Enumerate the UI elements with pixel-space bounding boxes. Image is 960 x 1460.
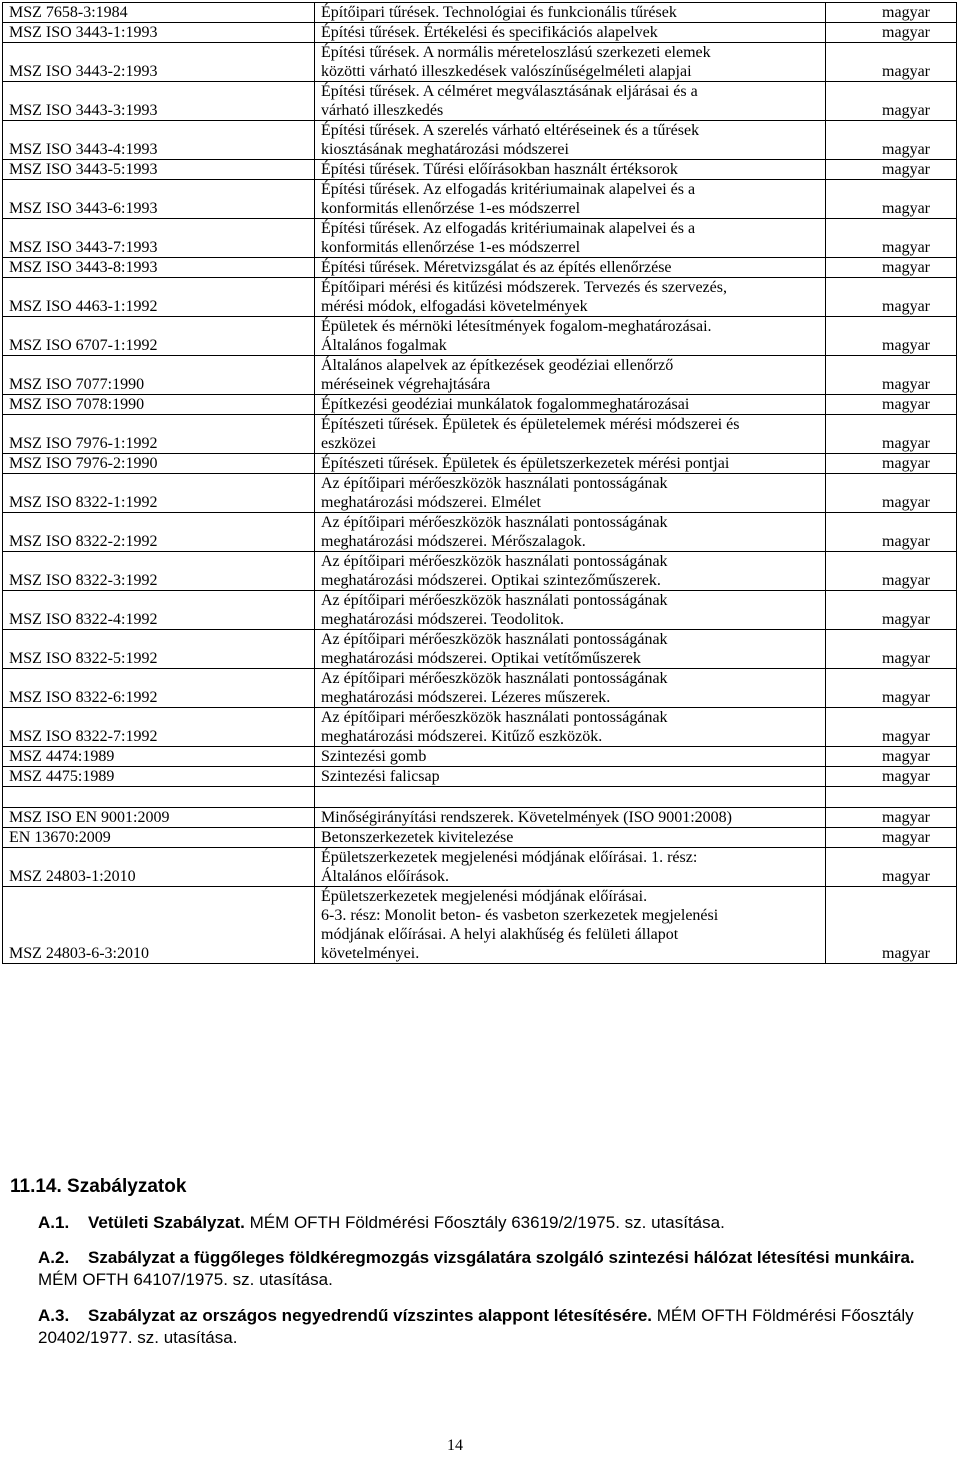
standard-code-cell: MSZ ISO 7077:1990 [3,356,315,395]
language-cell: magyar [826,415,957,454]
standard-title-cell: Építési tűrések. A normális méreteloszlású szerkezeti elemek közötti várható illeszkedések valószínűségelméleti alapjai [315,43,826,82]
table-row [3,848,957,887]
standard-code-cell: MSZ ISO 7976-2:1990 [3,454,315,474]
standard-code-cell: MSZ 24803-6-3:2010 [3,887,315,964]
standard-code-cell: MSZ ISO 8322-4:1992 [3,591,315,630]
standard-code-cell: MSZ ISO 7976-1:1992 [3,415,315,454]
table-row [3,160,957,180]
language-cell: magyar [826,160,957,180]
standard-title-cell: Az építőipari mérőeszközök használati pontosságának meghatározási módszerei. Optikai vetítőműszerek [315,630,826,669]
table-row [3,317,957,356]
standard-title-cell: Az építőipari mérőeszközök használati pontosságának meghatározási módszerei. Elmélet [315,474,826,513]
standard-title-cell: Általános alapelvek az építkezések geodéziai ellenőrző méréseinek végrehajtására [315,356,826,395]
table-row [3,258,957,278]
standard-title-cell: Építkezési geodéziai munkálatok fogalommeghatározásai [315,395,826,415]
standard-code-cell: MSZ ISO 3443-6:1993 [3,180,315,219]
language-cell: magyar [826,82,957,121]
standard-code-cell: MSZ ISO 3443-5:1993 [3,160,315,180]
language-cell: magyar [826,591,957,630]
language-cell: magyar [826,180,957,219]
table-row [3,669,957,708]
standard-title-cell: Építészeti tűrések. Épületek és épületszerkezetek mérési pontjai [315,454,826,474]
standard-code-cell: MSZ ISO 8322-1:1992 [3,474,315,513]
language-cell: magyar [826,552,957,591]
regulation-item [38,1212,938,1234]
table-row [3,356,957,395]
standard-code-cell [3,787,315,808]
standard-code-cell: MSZ ISO 3443-4:1993 [3,121,315,160]
language-cell: magyar [826,630,957,669]
language-cell: magyar [826,3,957,23]
standard-code-cell: MSZ 24803-1:2010 [3,848,315,887]
standard-title-cell: Az építőipari mérőeszközök használati pontosságának meghatározási módszerei. Kitűző eszközök. [315,708,826,747]
standard-title-cell: Épületek és mérnöki létesítmények fogalom-meghatározásai. Általános fogalmak [315,317,826,356]
standard-title-cell: Az építőipari mérőeszközök használati pontosságának meghatározási módszerei. Mérőszalagok. [315,513,826,552]
table-row [3,708,957,747]
table-row [3,808,957,828]
table-row [3,513,957,552]
section-heading: 11.14. Szabályzatok [10,1176,187,1197]
standard-code-cell: MSZ ISO 3443-3:1993 [3,82,315,121]
table-row [3,828,957,848]
standard-code-cell: MSZ 7658-3:1984 [3,3,315,23]
language-cell: magyar [826,747,957,767]
regulation-title: Szabályzat az országos negyedrendű vízszintes alappont létesítésére. [88,1306,653,1325]
table-row [3,3,957,23]
standard-code-cell: MSZ ISO 3443-8:1993 [3,258,315,278]
language-cell: magyar [826,317,957,356]
language-cell: magyar [826,474,957,513]
table-row [3,474,957,513]
standard-title-cell: Épületszerkezetek megjelenési módjának előírásai. 1. rész: Általános előírások. [315,848,826,887]
standard-title-cell: Épületszerkezetek megjelenési módjának előírásai. 6-3. rész: Monolit beton- és vasbeton szerkezetek megjelenési módjának előírásai. A helyi alakhűség és felületi állapot követelményei. [315,887,826,964]
standard-code-cell: MSZ ISO 3443-1:1993 [3,23,315,43]
standard-code-cell: MSZ ISO 7078:1990 [3,395,315,415]
language-cell: magyar [826,121,957,160]
regulation-number: A.1. [38,1213,70,1232]
table-row [3,180,957,219]
language-cell: magyar [826,356,957,395]
table-row [3,82,957,121]
table-row [3,415,957,454]
language-cell [826,787,957,808]
standard-code-cell: MSZ ISO 8322-7:1992 [3,708,315,747]
table-row [3,787,957,808]
table-row [3,767,957,787]
standard-title-cell: Építési tűrések. Tűrési előírásokban használt értéksorok [315,160,826,180]
table-row [3,219,957,258]
regulation-source: MÉM OFTH Földmérési Főosztály 63619/2/1975. sz. utasítása. [244,1213,725,1232]
language-cell: magyar [826,828,957,848]
regulation-title: Vetületi Szabályzat. [88,1213,245,1232]
table-row [3,395,957,415]
standard-code-cell: MSZ ISO 6707-1:1992 [3,317,315,356]
standard-title-cell: Szintezési falicsap [315,767,826,787]
language-cell: magyar [826,808,957,828]
regulation-item [38,1305,938,1349]
standard-title-cell: Építési tűrések. A célméret megválasztásának eljárásai és a várható illeszkedés [315,82,826,121]
standard-title-cell: Minőségirányítási rendszerek. Követelmények (ISO 9001:2008) [315,808,826,828]
standard-code-cell: EN 13670:2009 [3,828,315,848]
table-row [3,591,957,630]
language-cell: magyar [826,23,957,43]
standard-title-cell: Építési tűrések. Az elfogadás kritériumainak alapelvei és a konformitás ellenőrzése 1-es módszerrel [315,219,826,258]
standard-title-cell: Az építőipari mérőeszközök használati pontosságának meghatározási módszerei. Teodolitok. [315,591,826,630]
standard-code-cell: MSZ ISO 3443-7:1993 [3,219,315,258]
table-row [3,747,957,767]
regulation-title: Szabályzat a függőleges földkéregmozgás vizsgálatára szolgáló szintezési hálózat létesítési munkáira. [88,1248,915,1267]
table-row [3,278,957,317]
standard-title-cell: Betonszerkezetek kivitelezése [315,828,826,848]
language-cell: magyar [826,219,957,258]
regulation-source: MÉM OFTH 64107/1975. sz. utasítása. [38,1270,333,1289]
standard-title-cell: Építési tűrések. Értékelési és specifikációs alapelvek [315,23,826,43]
page-number: 14 [447,1437,463,1454]
standard-title-cell [315,787,826,808]
standard-title-cell: Építési tűrések. Az elfogadás kritériumainak alapelvei és a konformitás ellenőrzése 1-es módszerrel [315,180,826,219]
table-row [3,454,957,474]
language-cell: magyar [826,454,957,474]
language-cell: magyar [826,669,957,708]
language-cell: magyar [826,278,957,317]
language-cell: magyar [826,767,957,787]
language-cell: magyar [826,258,957,278]
standard-code-cell: MSZ 4474:1989 [3,747,315,767]
table-row [3,43,957,82]
standard-title-cell: Építészeti tűrések. Épületek és épületelemek mérési módszerei és eszközei [315,415,826,454]
standard-title-cell: Építőipari mérési és kitűzési módszerek. Tervezés és szervezés, mérési módok, elfogadási követelmények [315,278,826,317]
standards-table [2,2,957,964]
standard-title-cell: Építőipari tűrések. Technológiai és funkcionális tűrések [315,3,826,23]
standard-code-cell: MSZ ISO 8322-6:1992 [3,669,315,708]
standard-code-cell: MSZ ISO 8322-3:1992 [3,552,315,591]
language-cell: magyar [826,395,957,415]
language-cell: magyar [826,887,957,964]
standard-code-cell: MSZ ISO EN 9001:2009 [3,808,315,828]
standard-title-cell: Építési tűrések. Méretvizsgálat és az építés ellenőrzése [315,258,826,278]
language-cell: magyar [826,708,957,747]
standard-title-cell: Az építőipari mérőeszközök használati pontosságának meghatározási módszerei. Lézeres műszerek. [315,669,826,708]
standard-code-cell: MSZ ISO 4463-1:1992 [3,278,315,317]
standard-title-cell: Építési tűrések. A szerelés várható eltéréseinek és a tűrések kiosztásának meghatározási módszerei [315,121,826,160]
language-cell: magyar [826,848,957,887]
regulation-source: MÉM OFTH Földmérési Főosztály 20402/1977. sz. utasítása. [38,1306,914,1347]
table-row [3,552,957,591]
standard-code-cell: MSZ ISO 8322-5:1992 [3,630,315,669]
regulation-number: A.2. [38,1248,70,1267]
language-cell: magyar [826,513,957,552]
regulation-item [38,1247,938,1291]
standard-title-cell: Az építőipari mérőeszközök használati pontosságának meghatározási módszerei. Optikai szintezőműszerek. [315,552,826,591]
standard-title-cell: Szintezési gomb [315,747,826,767]
table-row [3,23,957,43]
table-row [3,630,957,669]
table-row [3,121,957,160]
table-row [3,887,957,964]
standard-code-cell: MSZ ISO 8322-2:1992 [3,513,315,552]
standard-code-cell: MSZ ISO 3443-2:1993 [3,43,315,82]
regulation-number: A.3. [38,1306,70,1325]
language-cell: magyar [826,43,957,82]
standard-code-cell: MSZ 4475:1989 [3,767,315,787]
